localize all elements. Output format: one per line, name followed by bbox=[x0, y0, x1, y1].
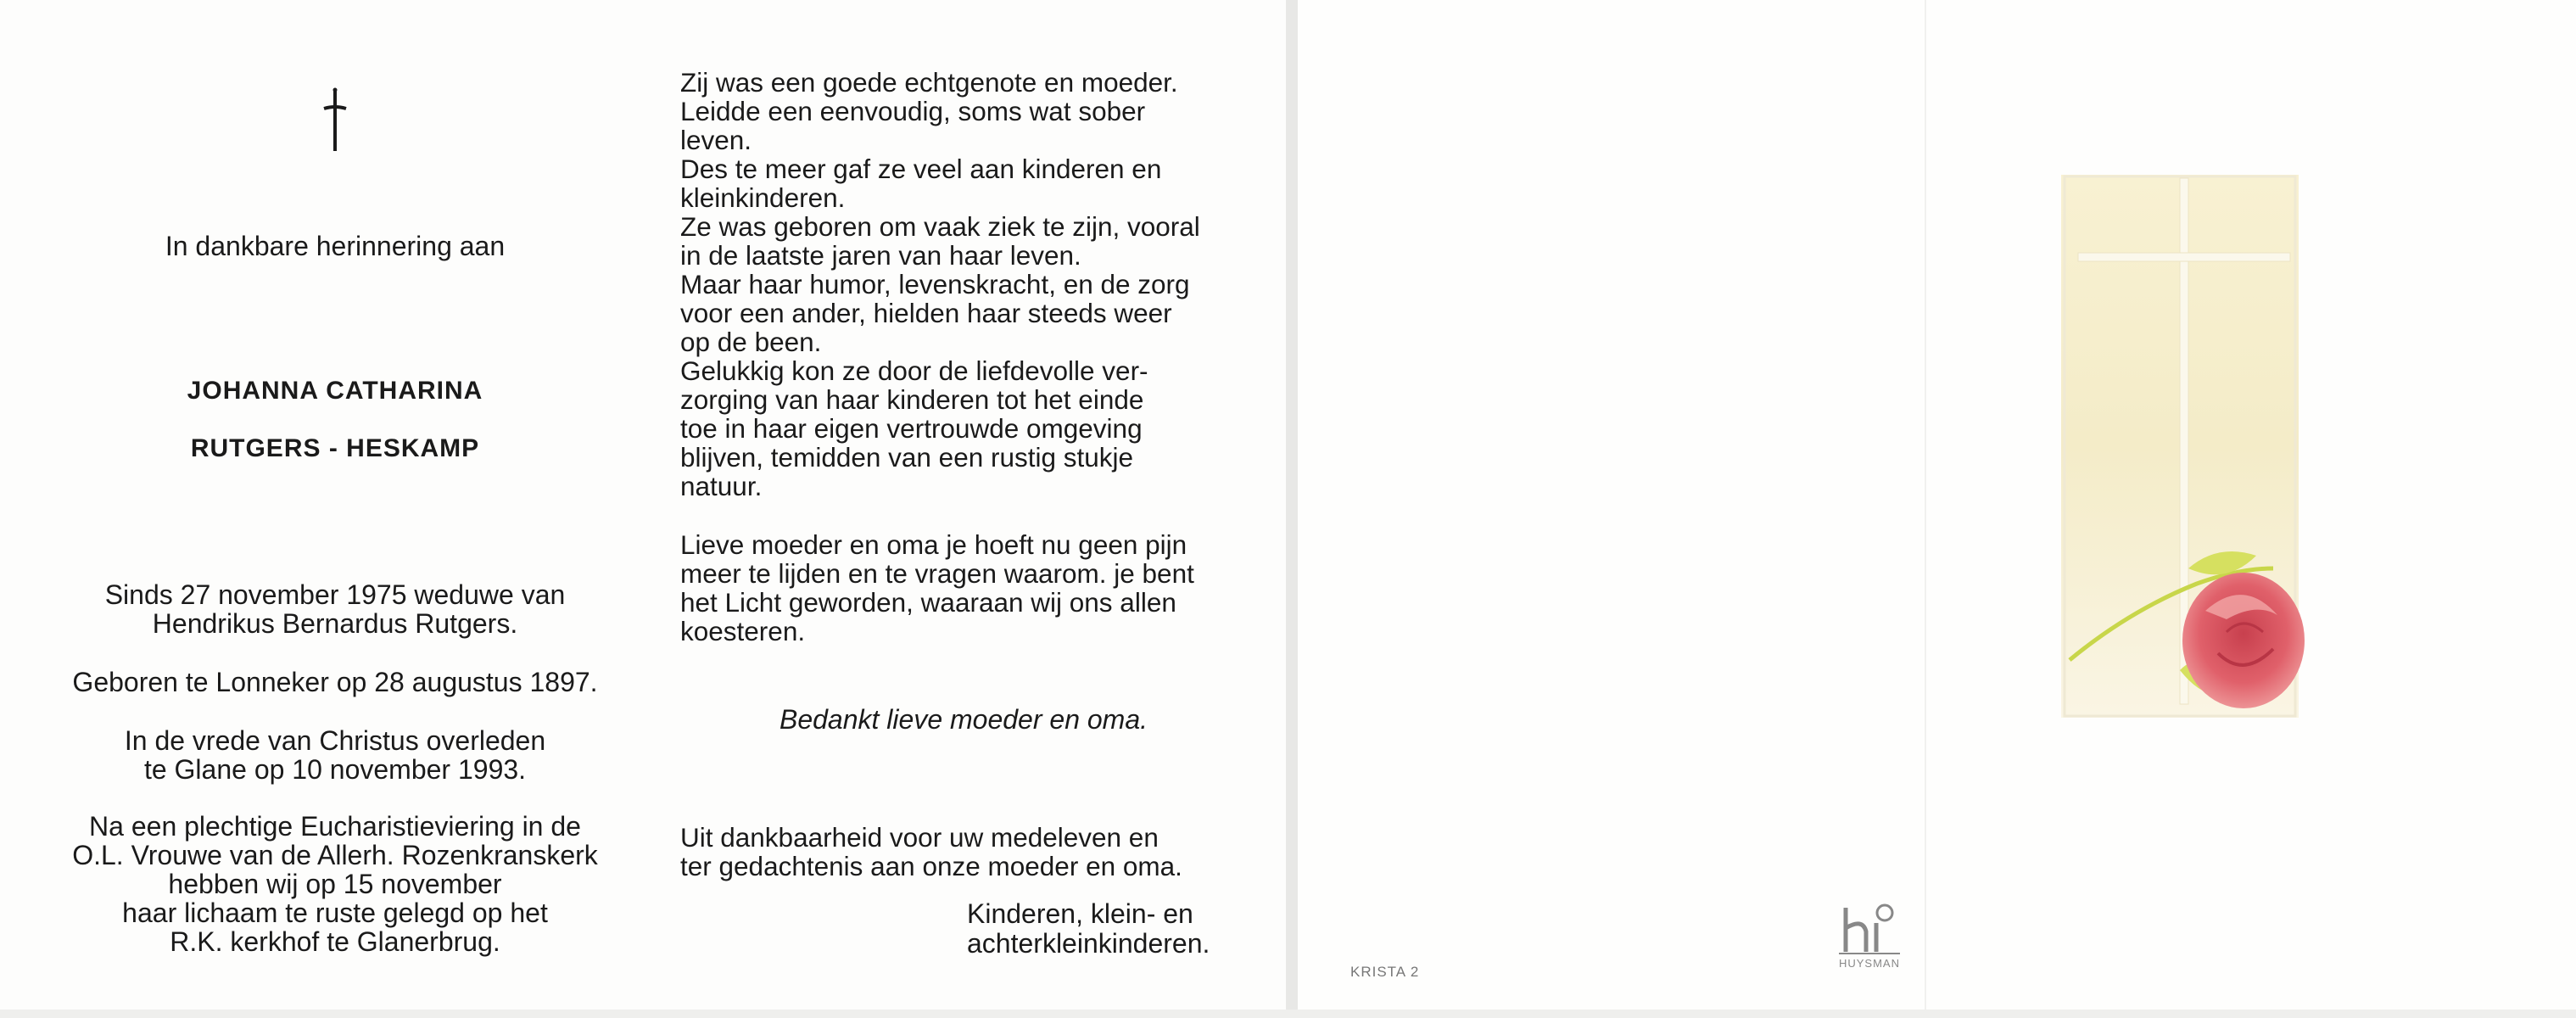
burial-line: haar lichaam te ruste gelegd op het bbox=[122, 898, 548, 928]
widow-line: Sinds 27 november 1975 weduwe van bbox=[104, 579, 566, 610]
paragraph-line: zorging van haar kinderen tot het einde bbox=[680, 384, 1144, 415]
signature-text bbox=[967, 899, 1255, 959]
burial-line: Na een plechtige Eucharistieviering in de bbox=[89, 811, 581, 842]
birth-text: Geboren te Lonneker op 28 augustus 1897. bbox=[72, 667, 598, 697]
paragraph-line: meer te lijden en te vragen waarom. je bent bbox=[680, 558, 1194, 589]
right-spread bbox=[1298, 0, 2576, 1010]
memorial-paragraph-1 bbox=[680, 68, 1247, 501]
widow-line: Hendrikus Bernardus Rutgers. bbox=[152, 608, 518, 639]
signature-line: achterkleinkinderen. bbox=[967, 928, 1210, 959]
burial-line: hebben wij op 15 november bbox=[168, 869, 502, 899]
dedication-text: In dankbare herinnering aan bbox=[165, 231, 506, 261]
death-text bbox=[51, 726, 619, 784]
paragraph-line: Zij was een goede echtgenote en moeder. bbox=[680, 67, 1178, 98]
paragraph-line: het Licht geworden, waaraan wij ons allen bbox=[680, 587, 1176, 618]
paragraph-line: Lieve moeder en oma je hoeft nu geen pijn bbox=[680, 529, 1187, 560]
signature-line: Kinderen, klein- en bbox=[967, 898, 1193, 929]
widow-text bbox=[51, 580, 619, 638]
paragraph-line: natuur. bbox=[680, 471, 763, 501]
deceased-first-names: JOHANNA CATHARINA bbox=[187, 377, 483, 405]
closing-line: ter gedachtenis aan onze moeder en oma. bbox=[680, 851, 1182, 881]
death-line: In de vrede van Christus overleden bbox=[124, 725, 546, 756]
rose-cross-illustration bbox=[2053, 170, 2307, 764]
paragraph-line: op de been. bbox=[680, 327, 822, 357]
paragraph-line: blijven, temidden van een rustig stukje bbox=[680, 442, 1134, 473]
closing-text bbox=[680, 823, 1247, 881]
paragraph-line: Des te meer gaf ze veel aan kinderen en bbox=[680, 154, 1162, 184]
burial-line: R.K. kerkhof te Glanerbrug. bbox=[170, 926, 500, 957]
card-code: KRISTA 2 bbox=[1350, 964, 1420, 980]
paragraph-line: in de laatste jaren van haar leven. bbox=[680, 240, 1081, 271]
memorial-paragraph-2 bbox=[680, 530, 1247, 646]
page-gap bbox=[1286, 0, 1298, 1010]
cover-fold-line bbox=[1925, 0, 1926, 1010]
paragraph-line: koesteren. bbox=[680, 616, 806, 646]
left-spread bbox=[0, 0, 1286, 1010]
thanks-text: Bedankt lieve moeder en oma. bbox=[779, 704, 1148, 735]
publisher-name: HUYSMAN bbox=[1838, 957, 1900, 970]
paragraph-line: Gelukkig kon ze door de liefdevolle ver- bbox=[680, 355, 1148, 386]
paragraph-line: Maar haar humor, levenskracht, en de zorg bbox=[680, 269, 1190, 299]
paragraph-line: voor een ander, hielden haar steeds weer bbox=[680, 298, 1172, 328]
deceased-surname: RUTGERS - HESKAMP bbox=[190, 434, 480, 462]
paragraph-line: toe in haar eigen vertrouwde omgeving bbox=[680, 413, 1143, 444]
burial-line: O.L. Vrouwe van de Allerh. Rozenkranskerk bbox=[72, 840, 598, 870]
death-line: te Glane op 10 november 1993. bbox=[143, 754, 527, 785]
publisher-logo-icon bbox=[1837, 903, 1902, 957]
paragraph-line: kleinkinderen. bbox=[680, 182, 846, 213]
cross-icon bbox=[321, 87, 349, 153]
burial-text bbox=[42, 812, 628, 956]
closing-line: Uit dankbaarheid voor uw medeleven en bbox=[680, 822, 1159, 853]
paragraph-line: Leidde een eenvoudig, soms wat sober bbox=[680, 96, 1146, 126]
paragraph-line: leven. bbox=[680, 125, 752, 155]
publisher-logo bbox=[1837, 903, 1902, 976]
paragraph-line: Ze was geboren om vaak ziek te zijn, vooral bbox=[680, 211, 1200, 242]
